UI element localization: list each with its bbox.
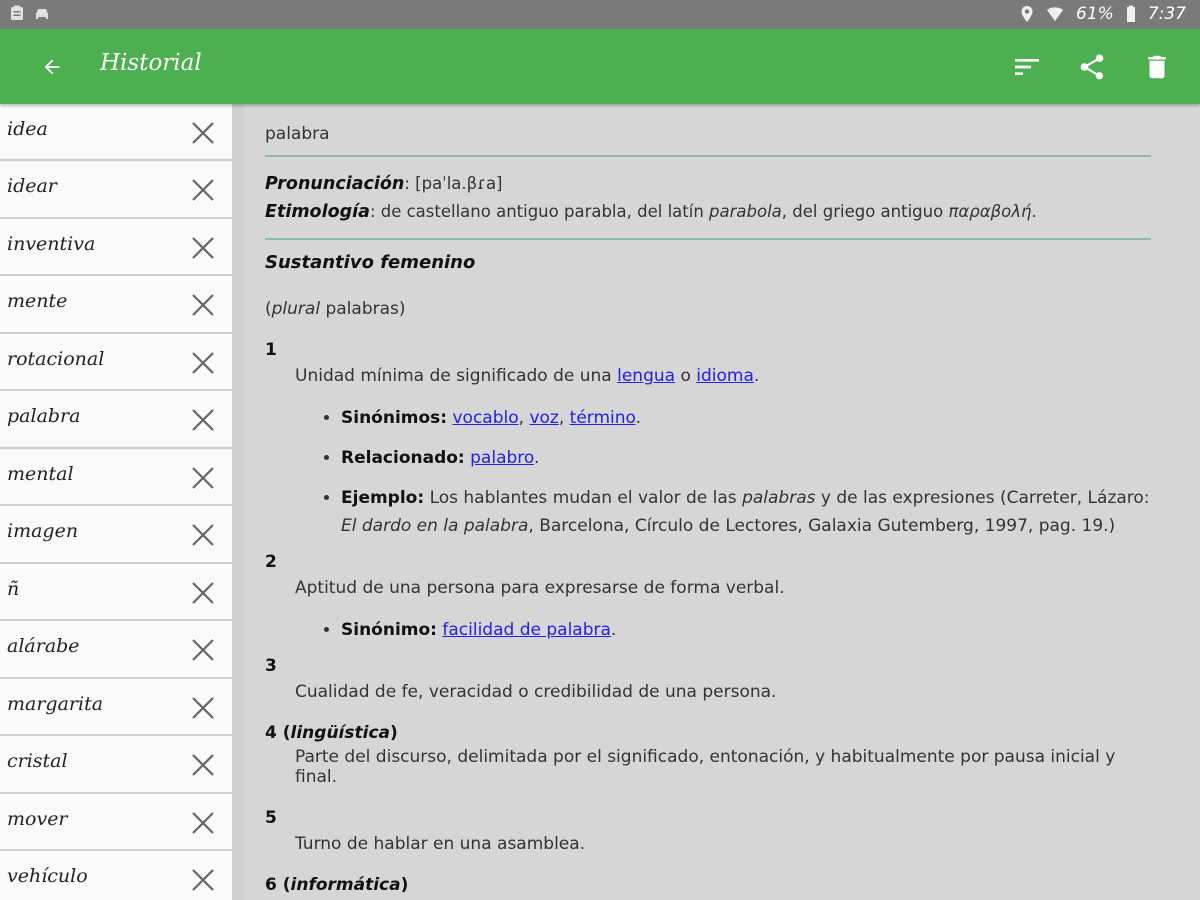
separator: .	[610, 620, 617, 640]
sort-icon	[1011, 51, 1043, 83]
arrow-left-icon	[41, 56, 63, 78]
trash-icon	[1142, 52, 1172, 82]
history-item[interactable]	[0, 391, 232, 446]
history-item[interactable]	[0, 334, 232, 389]
history-item[interactable]	[0, 506, 232, 561]
history-word: mente	[7, 290, 68, 313]
entry-word: palabra	[265, 124, 330, 144]
synonyms-label: Sinónimo:	[341, 620, 437, 640]
close-icon[interactable]	[190, 580, 216, 606]
divider	[265, 155, 1151, 157]
history-word: idear	[7, 175, 57, 198]
history-word: margarita	[7, 692, 104, 715]
example-text: , Barcelona, Círculo de Lectores, Galaxia Gutemberg, 1997, pag. 19.)	[528, 516, 1116, 536]
link-facilidad-de-palabra[interactable]: facilidad de palabra	[442, 620, 611, 640]
separator: .	[534, 448, 540, 468]
close-icon[interactable]	[190, 695, 216, 721]
back-button[interactable]	[34, 49, 70, 85]
app-bar	[0, 29, 1200, 104]
history-item[interactable]	[0, 276, 232, 331]
history-word: mover	[7, 807, 68, 830]
sense-definition: Aptitud de una persona para expresarse de forma verbal.	[295, 578, 785, 598]
history-word: idea	[7, 118, 48, 140]
synonyms	[341, 616, 1152, 644]
plural-open: (	[265, 299, 272, 319]
sort-button[interactable]	[1008, 48, 1046, 86]
history-list[interactable]	[0, 104, 244, 900]
close-icon[interactable]	[190, 120, 216, 146]
link-lengua[interactable]: lengua	[617, 366, 676, 386]
history-word: cristal	[7, 750, 68, 773]
etymology	[265, 198, 1152, 226]
synonyms	[341, 404, 1152, 432]
close-icon[interactable]	[190, 350, 216, 376]
definition-text: .	[753, 366, 760, 386]
pronunciation-value: : [paˈla.βɾa]	[404, 174, 503, 193]
sense-domain-tag: informática	[290, 875, 401, 895]
history-item[interactable]	[0, 679, 232, 734]
sense-number-close: )	[390, 723, 398, 743]
example-italic: El dardo en la palabra	[341, 516, 529, 536]
sense-number: 3	[265, 656, 277, 676]
synonyms-label: Sinónimos:	[341, 408, 448, 428]
page-title: Historial	[100, 50, 202, 76]
wifi-icon	[1046, 6, 1064, 22]
link-idioma[interactable]: idioma	[696, 366, 754, 386]
etymology-latin: parabola	[709, 202, 782, 221]
history-word: ñ	[7, 577, 20, 600]
etymology-text: : de castellano antiguo parabla, del latín	[369, 202, 710, 221]
sense-details	[265, 404, 1152, 540]
example	[341, 484, 1152, 540]
part-of-speech: Sustantivo femenino	[265, 252, 476, 273]
close-icon[interactable]	[190, 637, 216, 663]
sense-number-value: 6 (	[265, 875, 291, 895]
history-item[interactable]	[0, 449, 232, 504]
close-icon[interactable]	[190, 235, 216, 261]
delete-button[interactable]	[1138, 48, 1176, 86]
history-item[interactable]	[0, 621, 232, 676]
close-icon[interactable]	[190, 292, 216, 318]
battery-level: 61%	[1076, 4, 1114, 24]
sense-definition: Turno de hablar en una asamblea.	[295, 834, 586, 854]
sense-definition: Parte del discurso, delimitada por el significado, entonación, y habitualmente por pausa inicial y final.	[295, 747, 1116, 787]
history-word: palabra	[7, 405, 81, 428]
link-voz[interactable]: voz	[529, 408, 559, 428]
clock: 7:37	[1147, 4, 1186, 24]
link-termino[interactable]: término	[569, 408, 636, 428]
close-icon[interactable]	[190, 810, 216, 836]
history-item[interactable]	[0, 851, 232, 900]
history-item[interactable]	[0, 161, 232, 216]
example-italic: palabras	[742, 488, 816, 508]
definition-panel[interactable]	[244, 104, 1200, 900]
sense-details	[265, 616, 1152, 644]
history-item[interactable]	[0, 564, 232, 619]
plural-label: plural	[271, 299, 321, 319]
definition-text: Unidad mínima de significado de una	[295, 366, 618, 386]
link-vocablo[interactable]: vocablo	[452, 408, 519, 428]
history-word: imagen	[7, 520, 79, 543]
separator: ,	[518, 408, 525, 428]
related-label: Relacionado:	[341, 448, 465, 468]
sense-number-value: 4 (	[265, 723, 291, 743]
history-item[interactable]	[0, 219, 232, 274]
sense-definition: Cualidad de fe, veracidad o credibilidad de una persona.	[295, 682, 777, 702]
etymology-label: Etimología	[265, 202, 370, 222]
related	[341, 444, 1152, 472]
close-icon[interactable]	[190, 752, 216, 778]
history-item[interactable]	[0, 736, 232, 791]
close-icon[interactable]	[190, 465, 216, 491]
close-icon[interactable]	[190, 522, 216, 548]
share-button[interactable]	[1073, 48, 1111, 86]
close-icon[interactable]	[190, 867, 216, 893]
history-word: vehículo	[7, 865, 88, 888]
etymology-end: .	[1031, 202, 1037, 221]
etymology-text: , del griego antiguo	[781, 202, 949, 221]
separator: ,	[558, 408, 565, 428]
sense-number	[265, 875, 1152, 895]
history-word: mental	[7, 462, 74, 485]
history-word: alárabe	[7, 635, 80, 658]
history-word: rotacional	[7, 347, 105, 370]
pronunciation-label: Pronunciación	[265, 174, 405, 194]
car-icon	[34, 5, 50, 21]
location-icon	[1020, 5, 1034, 23]
divider	[265, 238, 1151, 240]
close-icon[interactable]	[190, 407, 216, 433]
plural-form	[265, 299, 1152, 319]
sense-domain-tag: lingüística	[290, 723, 391, 743]
sense-number	[265, 723, 1152, 743]
plural-value: palabras)	[320, 299, 406, 319]
history-word: inventiva	[7, 232, 96, 255]
pronunciation	[265, 170, 1152, 198]
example-text: y de las expresiones (Carreter, Lázaro:	[815, 488, 1150, 508]
share-icon	[1077, 52, 1107, 82]
example-label: Ejemplo:	[341, 488, 425, 508]
sense-number-close: )	[400, 875, 409, 895]
link-palabro[interactable]: palabro	[470, 448, 534, 468]
sense-number: 2	[265, 552, 277, 572]
sense-number: 1	[265, 340, 277, 360]
history-item[interactable]	[0, 794, 232, 849]
example-text: Los hablantes mudan el valor de las	[424, 488, 743, 508]
close-icon[interactable]	[190, 177, 216, 203]
definition-text: o	[675, 366, 697, 386]
etymology-greek: παραβολή	[948, 202, 1032, 221]
sense-definition	[265, 366, 1152, 386]
history-item[interactable]	[0, 104, 232, 159]
clipboard-icon	[10, 5, 24, 21]
sense-number: 5	[265, 808, 277, 828]
status-bar	[0, 0, 1200, 29]
separator: .	[635, 408, 642, 428]
battery-icon	[1126, 5, 1136, 23]
